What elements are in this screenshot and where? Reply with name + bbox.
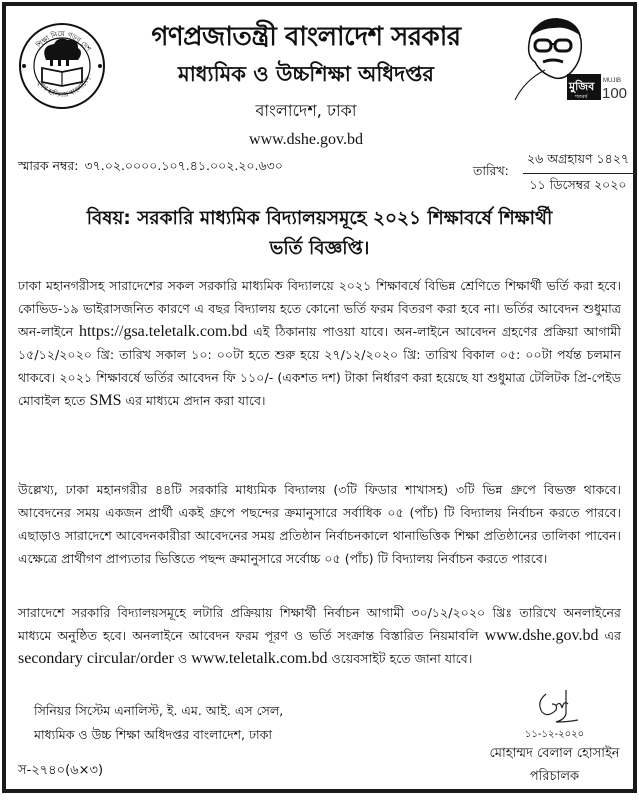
mujib-badge-bn: মুজিব (569, 80, 595, 93)
svg-text:শেখ হাসিনার বাংলাদেশ (35, 74, 93, 99)
paragraph-lottery (18, 601, 621, 670)
paragraph-admission (18, 274, 621, 412)
subject-line-2: ভর্তি বিজ্ঞপ্তি। (269, 238, 370, 259)
signatory-name: মোহাম্মদ বেলাল হোসাইন (489, 746, 620, 761)
dshe-link[interactable]: www.dshe.gov.bd (484, 627, 599, 644)
mujib-badge-bn-sub: শতবর্ষ (575, 94, 588, 100)
memo-number (18, 158, 283, 178)
english-date: ১১ ডিসেম্বর ২০২০ (529, 177, 627, 192)
paragraph-school-groups: উল্লেখ্য, ঢাকা মহানগরীর ৪৪টি সরকারি মাধ্যমিক বিদ্যালয় (৩টি ফিডার শাখাসহ) ৩টি ভিন্ন গ্রুপে বিভক্ত থাকবে। আবেদনের সময় একজন প্রার্থী একই গ্রুপে পছন্দের ক্রমানুসারে সর্বাধিক ০৫ (পাঁচ) টি বিদ্যালয় নির্বাচন করতে পারবে। এছাড়াও সারাদেশে আবেদনকারীরা আবেদনের সময় প্রতিষ্ঠান নির্বাচনকালে থানাভিত্তিক শিক্ষা প্রতিষ্ঠানের তালিকা পাবেন। এক্ষেত্রে প্রার্থীগণ প্রাপ্যতার ভিত্তিতে পছন্দ ক্রমানুসারে সর্বোচ্চ ০৫ (পাঁচ) টি বিদ্যালয় নির্বাচন করতে পারবে। (18, 482, 621, 566)
notice-document (2, 2, 637, 793)
paragraph-text: ও (173, 651, 192, 666)
office-address (34, 699, 283, 747)
memo-value: ৩৭.০২.০০০০.১০৭.৪১.০০২.২০.৬৩০ (84, 158, 283, 173)
signatory-title: পরিচালক (529, 769, 580, 784)
teletalk-link[interactable]: www.teletalk.com.bd (191, 650, 328, 667)
reference-number: স-২৭৪০(৬×৩) (18, 763, 104, 778)
education-seal-icon (18, 22, 106, 110)
gsa-teletalk-link[interactable]: https://gsa.teletalk.com.bd (78, 323, 248, 340)
office-line-1: সিনিয়র সিস্টেম এনালিস্ট, ই. এম. আই. এস সেল, (34, 703, 284, 718)
directorate-title: মাধ্যমিক ও উচ্চশিক্ষা অধিদপ্তর (178, 62, 434, 86)
paragraph-text: ওয়েবসাইট হতে জানা যাবে। (327, 651, 473, 666)
paragraph-text: এর মাধ্যমে প্রদান করা যাবে। (121, 393, 266, 408)
mujib-portrait-icon (511, 14, 629, 106)
mujib-badge-en: MUJIB (603, 78, 621, 84)
subject-heading (26, 204, 613, 264)
seal-ring-text-top: শিক্ষা নিয়ে গড়ব দেশ (35, 29, 93, 54)
sms-label: SMS (89, 392, 122, 409)
paragraph-text: এই ঠিকানায় পাওয়া যাবে। অন-লাইনে আবেদন গ্রহণের প্রক্রিয়া আগামী ১৫/১২/২০২০ খ্রি: তারিখ সকাল ১০: ০০টা হতে শুরু হয়ে ২৭/১২/২০২০ খ্রি: তারিখ বিকাল ০৫: ০০টা পর্যন্ত চলমান থাকবে। ২০২১ শিক্ষাবর্ষে ভর্তির আবেদন ফি ১১০/- (একশত দশ) টাকা নির্ধারণ করা হয়েছে যা শুধুমাত্র টেলিটক প্রি-পেইড মোবাইল হতে (18, 324, 621, 408)
bangla-date: ২৬ অগ্রহায়ণ ১৪২৭ (523, 151, 633, 174)
memo-label: স্মারক নম্বর: (18, 158, 79, 173)
paragraph-text: সারাদেশে সরকারি বিদ্যালয়সমূহে লটারি প্রক্রিয়ায় শিক্ষার্থী নির্বাচন আগামী ৩০/১২/২০২০ খ্রিঃ তারিখে অনলাইনের মাধ্যমে অনুষ্ঠিত হবে। অনলাইনে আবেদন ফরম পূরণ ও ভর্তি সংক্রান্ত বিস্তারিত নিয়মাবলি (18, 605, 621, 643)
government-title: গণপ্রজাতন্ত্রী বাংলাদেশ সরকার (151, 22, 461, 52)
mujib-badge-num: 100 (602, 85, 628, 102)
date-label: তারিখ: (473, 163, 509, 178)
circular-path: secondary circular/order (18, 650, 174, 667)
location: বাংলাদেশ, ঢাকা (255, 101, 357, 120)
website-link[interactable]: www.dshe.gov.bd (249, 131, 363, 148)
signature-scribble-icon (482, 684, 627, 728)
office-line-2: মাধ্যমিক ও উচ্চ শিক্ষা অধিদপ্তর বাংলাদেশ, ঢাকা (34, 727, 273, 742)
paragraph-text: এর (598, 628, 621, 643)
seal-ring-text-bottom: শেখ হাসিনার বাংলাদেশ (35, 74, 94, 100)
subject-line-1: বিষয়: সরকারি মাধ্যমিক বিদ্যালয়সমূহে ২০২১ শিক্ষাবর্ষে শিক্ষার্থী (86, 208, 553, 229)
signature-block (482, 684, 627, 788)
paragraph-text: ঢাকা মহানগরীসহ সারাদেশের সকল সরকারি মাধ্যমিক বিদ্যালয়ে ২০২১ শিক্ষাবর্ষে বিভিন্ন শ্রেণিতে শিক্ষার্থী ভর্তি করা হবে। কোভিড-১৯ ভাইরাসজনিত কারণে এ বছর বিদ্যালয় হতে কোনো ভর্তি ফরম বিতরণ করা হবে না। ভর্তির আবেদন শুধুমাত্র অন-লাইনে (18, 278, 621, 339)
signature-date: ১১-১২-২০২০ (524, 729, 585, 740)
